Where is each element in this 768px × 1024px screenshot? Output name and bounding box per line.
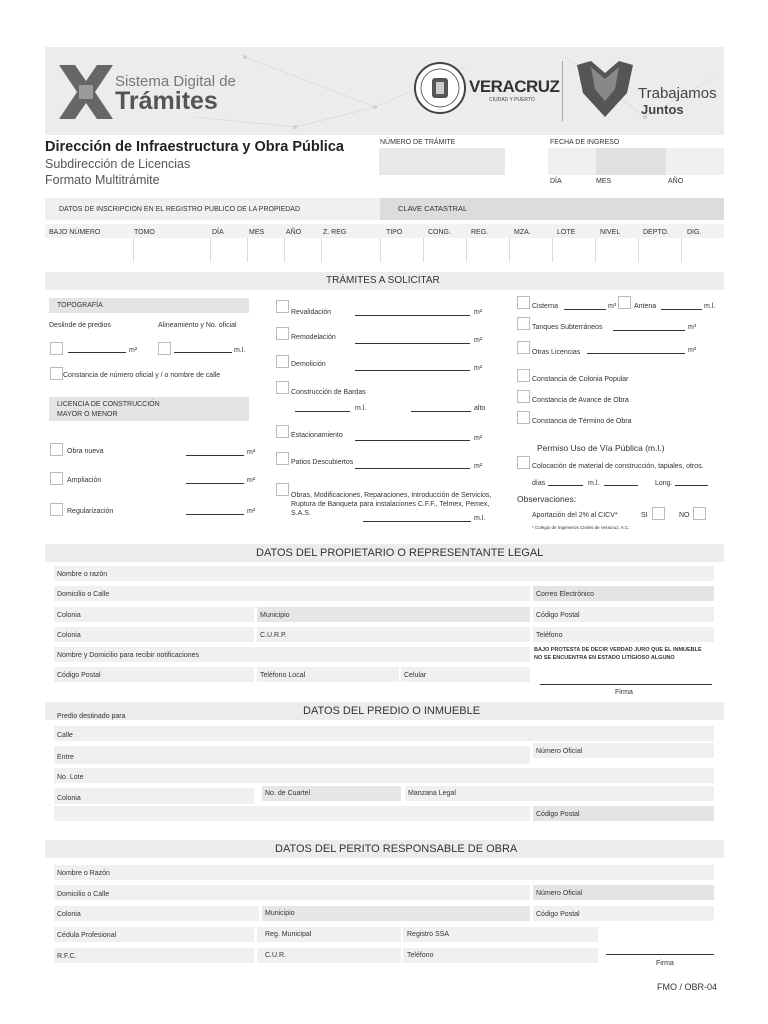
logo-text-top: Sistema Digital de	[115, 73, 236, 90]
fecha-anio-label: AÑO	[668, 178, 684, 185]
bardas-ml-unit: m.l.	[355, 405, 367, 412]
rfc-label: R.F.C.	[57, 953, 77, 960]
tanques-unit: m³	[688, 324, 697, 331]
predio-manzana-label: Manzana Legal	[408, 790, 456, 797]
clave-catastral-title: CLAVE CATASTRAL	[398, 204, 468, 213]
obra-nueva-label: Obra nueva	[67, 448, 104, 455]
deslinde-checkbox[interactable]	[50, 342, 63, 355]
licencia-title: LICENCIA DE CONSTRUCCIÓN	[57, 401, 160, 408]
registro-ssa-label: Registro SSA	[407, 931, 450, 938]
predio-colonia-field[interactable]	[54, 788, 254, 804]
colonia-label: Colonia	[57, 612, 81, 619]
veracruz-seal-icon	[413, 61, 467, 115]
registro-title: DATOS DE INSCRIPCION EN EL REGISTRO PUBLICO DE LA PROPIEDAD	[59, 206, 301, 213]
avance-label: Constancia de Avance de Obra	[532, 397, 629, 404]
constancia-numero-label: Constancia de número oficial y / o nombre de calle	[63, 372, 221, 379]
registro-values-row[interactable]	[45, 238, 724, 262]
notificaciones-label: Nombre y Domicilio para recibir notificaciones	[57, 652, 199, 659]
deslinde-m2-field[interactable]	[68, 352, 126, 353]
colonia-popular-checkbox[interactable]	[517, 369, 530, 382]
bardas-ml-field[interactable]	[295, 411, 350, 412]
perito-firma-label: Firma	[656, 960, 674, 967]
cedula-label: Cédula Profesional	[57, 932, 117, 939]
alineamiento-ml-field[interactable]	[174, 352, 232, 353]
obras-label-3: S.A.S.	[291, 510, 311, 517]
obra-nueva-checkbox[interactable]	[50, 443, 63, 456]
no-checkbox[interactable]	[693, 507, 706, 520]
obras-label-2: Ruptura de Banqueta para instalaciones C.F.F., Telmex, Pemex,	[291, 501, 490, 508]
cisterna-label: Cisterna	[532, 303, 559, 310]
bardas-label: Construcción de Bardas	[291, 389, 366, 396]
municipio-field[interactable]	[257, 607, 530, 622]
obras-field[interactable]	[363, 521, 471, 522]
perito-domicilio-field[interactable]	[54, 885, 530, 900]
celular-label: Celular	[404, 672, 427, 679]
predio-cuartel-label: No. de Cuartel	[265, 790, 311, 797]
ml-field[interactable]	[604, 485, 638, 486]
colocacion-checkbox[interactable]	[517, 456, 530, 469]
col-tomo: TOMO	[134, 229, 155, 236]
perito-num-oficial-label: Número Oficial	[536, 890, 583, 897]
perito-municipio-label: Municipio	[265, 910, 295, 917]
predio-num-oficial-label: Número Oficial	[536, 748, 583, 755]
propietario-firma-label: Firma	[615, 689, 633, 696]
regularizacion-label: Regularización	[67, 508, 114, 515]
propietario-firma-line[interactable]	[540, 684, 712, 685]
revalidacion-unit: m²	[474, 309, 483, 316]
col-tipo: TIPO	[386, 229, 403, 236]
colocacion-label: Colocación de material de construcción, tapiales, otros.	[532, 463, 704, 470]
col-nivel: NIVEL	[600, 229, 621, 236]
col-z-reg: Z. REG	[323, 229, 347, 236]
patios-field[interactable]	[355, 468, 470, 469]
page-subtitle-1: Subdirección de Licencias	[45, 157, 191, 171]
topografia-title: TOPOGRAFÍA	[57, 302, 103, 309]
revalidacion-label: Revalidación	[291, 309, 332, 316]
long-field[interactable]	[675, 485, 708, 486]
regularizacion-checkbox[interactable]	[50, 503, 63, 516]
reg-municipal-label: Reg. Municipal	[265, 931, 312, 938]
otras-unit: m²	[688, 347, 697, 354]
antena-checkbox[interactable]	[618, 296, 631, 309]
perito-title: DATOS DEL PERITO RESPONSABLE DE OBRA	[275, 843, 518, 855]
licencia-header	[49, 397, 249, 421]
otras-label: Otras Licencias	[532, 349, 581, 356]
predio-cp-label: Código Postal	[536, 811, 580, 818]
demolicion-checkbox[interactable]	[276, 355, 289, 368]
dias-label: días	[532, 480, 546, 487]
obras-checkbox[interactable]	[276, 483, 289, 496]
page-title: Dirección de Infraestructura y Obra Pública	[45, 139, 344, 155]
slogan-line-2: Juntos	[641, 102, 684, 117]
perito-domicilio-label: Domicilio o Calle	[57, 891, 110, 898]
alineamiento-label: Alineamiento y No. oficial	[158, 322, 237, 329]
col-lote: LOTE	[557, 229, 576, 236]
veracruz-subtitle: CIUDAD Y PUERTO	[489, 97, 535, 103]
ampliacion-unit: m²	[247, 477, 256, 484]
colonia2-label: Colonia	[57, 632, 81, 639]
cp2-label: Código Postal	[57, 672, 101, 679]
tel-local-label: Teléfono Local	[260, 672, 306, 679]
predio-calle-label: Calle	[57, 732, 73, 739]
predio-entre-label: Entre	[57, 754, 74, 761]
perito-telefono-label: Teléfono	[407, 952, 434, 959]
header-divider	[562, 61, 563, 121]
predio-entre-field[interactable]	[54, 746, 530, 764]
mayor-menor-title: MAYOR O MENOR	[57, 411, 118, 418]
permiso-title: Permiso Uso de Vía Pública (m.l.)	[537, 443, 665, 453]
otras-checkbox[interactable]	[517, 341, 530, 354]
perito-colonia-field[interactable]	[54, 906, 259, 921]
telefono-label: Teléfono	[536, 632, 563, 639]
termino-label: Constancia de Término de Obra	[532, 418, 632, 425]
cp-label: Código Postal	[536, 612, 580, 619]
ampliacion-field[interactable]	[186, 483, 244, 484]
deslinde-label: Deslinde de predios	[49, 322, 111, 329]
curp-label: C.U.R.P.	[260, 632, 287, 639]
fecha-anio-field[interactable]	[666, 148, 724, 175]
ampliacion-checkbox[interactable]	[50, 472, 63, 485]
fecha-mes-field[interactable]	[596, 148, 666, 175]
revalidacion-checkbox[interactable]	[276, 300, 289, 313]
topografia-header	[49, 298, 249, 313]
si-label: SI	[641, 512, 648, 519]
perito-nombre-label: Nombre o Razón	[57, 870, 110, 877]
nombre-field[interactable]	[54, 566, 714, 581]
deslinde-unit: m²	[129, 347, 138, 354]
ampliacion-label: Ampliación	[67, 477, 102, 484]
estacionamiento-field[interactable]	[355, 440, 470, 441]
fecha-mes-label: MES	[596, 178, 612, 185]
col-anio: AÑO	[286, 229, 302, 236]
col-dia: DÍA	[212, 229, 224, 236]
tramites-x-logo-icon	[59, 65, 113, 119]
demolicion-unit: m²	[474, 365, 483, 372]
remodelacion-field[interactable]	[355, 343, 470, 344]
correo-label: Correo Electrónico	[536, 591, 594, 598]
perito-colonia-label: Colonia	[57, 911, 81, 918]
observaciones-label: Observaciones:	[517, 494, 577, 504]
patios-unit: m²	[474, 463, 483, 470]
veracruz-wordmark: VERACRUZ	[469, 77, 560, 96]
estacionamiento-unit: m²	[474, 435, 483, 442]
header-banner	[45, 47, 724, 135]
ml-label: m.l.	[588, 480, 600, 487]
estacionamiento-checkbox[interactable]	[276, 425, 289, 438]
antena-field[interactable]	[661, 309, 702, 310]
registro-header	[45, 198, 380, 220]
protesta-text-2: NO SE ENCUENTRA EN ESTADO LITIGIOSO ALGUNO	[534, 655, 675, 661]
cisterna-unit: m³	[608, 303, 617, 310]
col-mes: MES	[249, 229, 265, 236]
si-checkbox[interactable]	[652, 507, 665, 520]
colonia2-field[interactable]	[54, 627, 254, 642]
bardas-alto-unit: alto	[474, 405, 486, 412]
cisterna-field[interactable]	[564, 309, 606, 310]
domicilio-field[interactable]	[54, 586, 530, 601]
avance-checkbox[interactable]	[517, 390, 530, 403]
alineamiento-checkbox[interactable]	[158, 342, 171, 355]
perito-municipio-field[interactable]	[262, 906, 530, 921]
obras-label-1: Obras, Modificaciones, Reparaciones, Introducción de Servicios,	[291, 492, 492, 499]
bardas-alto-field[interactable]	[411, 411, 471, 412]
remodelacion-checkbox[interactable]	[276, 327, 289, 340]
aportacion-label: Aportación del 2% al CICV*	[532, 512, 618, 519]
dias-field[interactable]	[548, 485, 583, 486]
logo-text-bottom: Trámites	[115, 87, 218, 115]
predio-colonia-label: Colonia	[57, 795, 81, 802]
domicilio-label: Domicilio o Calle	[57, 591, 110, 598]
cur-label: C.U.R.	[265, 952, 286, 959]
form-code: FMO / OBR-04	[657, 982, 718, 992]
perito-cp-label: Código Postal	[536, 911, 580, 918]
cisterna-checkbox[interactable]	[517, 296, 530, 309]
propietario-title: DATOS DEL PROPIETARIO O REPRESENTANTE LEGAL	[256, 547, 544, 559]
remodelacion-unit: m²	[474, 337, 483, 344]
predio-lote-label: No. Lote	[57, 774, 84, 781]
no-label: NO	[679, 512, 690, 519]
regularizacion-unit: m²	[247, 508, 256, 515]
col-depto: DEPTO.	[643, 229, 669, 236]
remodelacion-label: Remodelación	[291, 334, 336, 341]
obras-unit: m.l.	[474, 515, 486, 522]
slogan-line-1: Trabajamos	[638, 85, 717, 102]
tanques-label: Tanques Subterráneos	[532, 324, 603, 331]
fecha-dia-label: DÍA	[550, 178, 562, 185]
termino-checkbox[interactable]	[517, 411, 530, 424]
constancia-numero-checkbox[interactable]	[50, 367, 63, 380]
tanques-field[interactable]	[613, 330, 685, 331]
tramites-title: TRÁMITES A SOLICITAR	[326, 275, 440, 286]
numero-tramite-field[interactable]	[379, 148, 505, 175]
nombre-label: Nombre o razón	[57, 571, 108, 578]
bardas-checkbox[interactable]	[276, 381, 289, 394]
colonia-field[interactable]	[54, 607, 254, 622]
predio-title: DATOS DEL PREDIO O INMUEBLE	[303, 705, 481, 717]
fecha-ingreso-label: FECHA DE INGRESO	[550, 139, 620, 146]
perito-firma-line[interactable]	[606, 954, 714, 955]
otras-field[interactable]	[587, 353, 685, 354]
trabajamos-juntos-shield-icon	[575, 61, 635, 119]
municipio-label: Municipio	[260, 612, 290, 619]
obra-nueva-field[interactable]	[186, 455, 244, 456]
numero-tramite-label: NÚMERO DE TRÁMITE	[380, 139, 456, 146]
alineamiento-unit: m.l.	[234, 347, 246, 354]
destinado-label: Predio destinado para	[57, 713, 126, 720]
predio-lote-field[interactable]	[54, 768, 714, 783]
clave-catastral-header	[380, 198, 724, 220]
col-dig: DIG.	[687, 229, 702, 236]
long-label: Long.	[655, 480, 673, 487]
colonia-popular-label: Constancia de Colonia Popular	[532, 376, 629, 383]
perito-nombre-field[interactable]	[54, 865, 714, 880]
predio-calle-field[interactable]	[54, 726, 714, 741]
fecha-dia-field[interactable]	[548, 148, 596, 175]
rfc-field[interactable]	[54, 948, 254, 963]
obra-nueva-unit: m²	[247, 449, 256, 456]
page-subtitle-2: Formato Multitrámite	[45, 173, 160, 187]
antena-unit: m.l.	[704, 303, 716, 310]
estacionamiento-label: Estacionamiento	[291, 432, 343, 439]
patios-checkbox[interactable]	[276, 452, 289, 465]
col-cong: CONG.	[428, 229, 451, 236]
revalidacion-field[interactable]	[355, 315, 470, 316]
predio-extra-field[interactable]	[54, 806, 530, 821]
col-mza: MZA.	[514, 229, 531, 236]
cicv-note: * Colegio de Ingenieros Civiles de Veracruz, A.C.	[532, 525, 630, 530]
demolicion-label: Demolición	[291, 361, 326, 368]
col-reg: REG.	[471, 229, 489, 236]
demolicion-field[interactable]	[355, 370, 470, 371]
tanques-checkbox[interactable]	[517, 317, 530, 330]
protesta-text-1: BAJO PROTESTA DE DECIR VERDAD JURO QUE EL INMUEBLE	[534, 647, 702, 653]
regularizacion-field[interactable]	[186, 514, 244, 515]
patios-label: Patios Descubiertos	[291, 459, 354, 466]
curp-field[interactable]	[257, 627, 530, 642]
col-bajo-numero: BAJO NÚMERO	[49, 229, 101, 236]
antena-label: Antena	[634, 303, 657, 310]
